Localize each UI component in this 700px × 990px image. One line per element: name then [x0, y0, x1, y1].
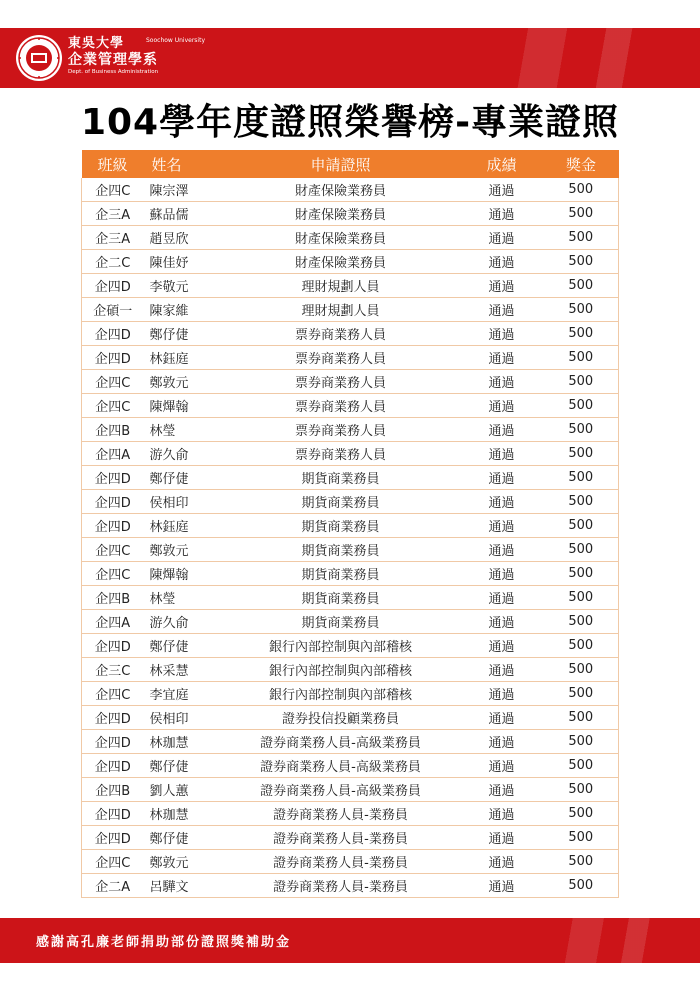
cell-prize: 500	[544, 778, 619, 802]
cell-name: 鄭伃倢	[144, 634, 222, 658]
cell-class: 企四D	[82, 346, 144, 370]
cell-certificate: 證券商業務人員-高級業務員	[222, 754, 460, 778]
table-row	[82, 778, 619, 802]
cell-name: 蘇品儒	[144, 202, 222, 226]
cell-prize: 500	[544, 490, 619, 514]
cell-class: 企四D	[82, 322, 144, 346]
table-row	[82, 226, 619, 250]
cell-name: 游久俞	[144, 610, 222, 634]
cell-certificate: 證券商業務人員-業務員	[222, 826, 460, 850]
cell-result: 通過	[460, 658, 544, 682]
cell-class: 企四B	[82, 418, 144, 442]
cell-name: 游久俞	[144, 442, 222, 466]
cell-prize: 500	[544, 730, 619, 754]
cell-certificate: 證券商業務人員-業務員	[222, 802, 460, 826]
cell-class: 企四D	[82, 274, 144, 298]
cell-name: 鄭伃倢	[144, 754, 222, 778]
honor-roll-table	[81, 150, 610, 898]
column-header-certificate: 申請證照	[222, 150, 460, 178]
table-row	[82, 706, 619, 730]
cell-certificate: 財產保險業務員	[222, 178, 460, 202]
cell-class: 企三A	[82, 226, 144, 250]
table-row	[82, 802, 619, 826]
cell-certificate: 理財規劃人員	[222, 298, 460, 322]
table-row	[82, 394, 619, 418]
cell-certificate: 票券商業務人員	[222, 322, 460, 346]
cell-result: 通過	[460, 850, 544, 874]
cell-prize: 500	[544, 826, 619, 850]
cell-result: 通過	[460, 538, 544, 562]
cell-certificate: 財產保險業務員	[222, 202, 460, 226]
cell-prize: 500	[544, 418, 619, 442]
table-row	[82, 298, 619, 322]
cell-certificate: 證券商業務人員-業務員	[222, 874, 460, 898]
table-row	[82, 634, 619, 658]
cell-certificate: 票券商業務人員	[222, 394, 460, 418]
cell-class: 企四C	[82, 538, 144, 562]
cell-certificate: 期貨商業務員	[222, 514, 460, 538]
cell-prize: 500	[544, 610, 619, 634]
cell-result: 通過	[460, 346, 544, 370]
cell-certificate: 銀行內部控制與內部稽核	[222, 634, 460, 658]
footer-band	[0, 918, 700, 963]
cell-class: 企四C	[82, 178, 144, 202]
cell-name: 林瑩	[144, 586, 222, 610]
cell-name: 鄭敦元	[144, 538, 222, 562]
cell-class: 企四D	[82, 754, 144, 778]
cell-name: 陳熚翰	[144, 394, 222, 418]
page-title: 104學年度證照榮譽榜-專業證照	[80, 102, 620, 143]
cell-prize: 500	[544, 658, 619, 682]
cell-name: 鄭敦元	[144, 850, 222, 874]
cell-certificate: 證券商業務人員-高級業務員	[222, 778, 460, 802]
cell-name: 陳家維	[144, 298, 222, 322]
cell-class: 企四B	[82, 778, 144, 802]
cell-prize: 500	[544, 562, 619, 586]
cell-certificate: 票券商業務人員	[222, 442, 460, 466]
table-row	[82, 850, 619, 874]
cell-class: 企四A	[82, 610, 144, 634]
cell-class: 企四D	[82, 802, 144, 826]
cell-name: 陳宗澤	[144, 178, 222, 202]
cell-class: 企四C	[82, 562, 144, 586]
cell-class: 企四D	[82, 514, 144, 538]
cell-class: 企四D	[82, 634, 144, 658]
cell-result: 通過	[460, 802, 544, 826]
table-row	[82, 250, 619, 274]
cell-prize: 500	[544, 394, 619, 418]
table-row	[82, 562, 619, 586]
logo-university-name-en: Soochow University	[146, 37, 206, 44]
cell-class: 企四D	[82, 826, 144, 850]
cell-result: 通過	[460, 610, 544, 634]
cell-name: 呂驊文	[144, 874, 222, 898]
cell-class: 企四D	[82, 466, 144, 490]
cell-name: 林采慧	[144, 658, 222, 682]
table-row	[82, 514, 619, 538]
cell-class: 企四D	[82, 730, 144, 754]
cell-certificate: 財產保險業務員	[222, 250, 460, 274]
cell-name: 林鈺庭	[144, 346, 222, 370]
cell-prize: 500	[544, 586, 619, 610]
table-row	[82, 274, 619, 298]
cell-result: 通過	[460, 322, 544, 346]
table-row	[82, 346, 619, 370]
cell-certificate: 票券商業務人員	[222, 418, 460, 442]
cell-name: 鄭伃倢	[144, 826, 222, 850]
cell-result: 通過	[460, 706, 544, 730]
table-row	[82, 538, 619, 562]
cell-name: 劉人蕙	[144, 778, 222, 802]
logo-university-name: 東吳大學	[68, 36, 125, 51]
cell-result: 通過	[460, 418, 544, 442]
cell-certificate: 票券商業務人員	[222, 370, 460, 394]
cell-prize: 500	[544, 226, 619, 250]
table-row	[82, 418, 619, 442]
cell-certificate: 證券商業務人員-業務員	[222, 850, 460, 874]
table-row	[82, 658, 619, 682]
table-row	[82, 370, 619, 394]
cell-class: 企二A	[82, 874, 144, 898]
cell-prize: 500	[544, 706, 619, 730]
cell-name: 李敬元	[144, 274, 222, 298]
cell-name: 陳熚翰	[144, 562, 222, 586]
cell-result: 通過	[460, 298, 544, 322]
cell-result: 通過	[460, 514, 544, 538]
cell-name: 李宜庭	[144, 682, 222, 706]
footer-thanks-text: 感謝高孔廉老師捐助部份證照獎補助金	[36, 935, 292, 950]
header-band	[0, 28, 700, 88]
cell-result: 通過	[460, 394, 544, 418]
table-row	[82, 202, 619, 226]
table-row	[82, 586, 619, 610]
cell-prize: 500	[544, 442, 619, 466]
cell-result: 通過	[460, 778, 544, 802]
cell-result: 通過	[460, 466, 544, 490]
cell-prize: 500	[544, 802, 619, 826]
cell-class: 企四D	[82, 706, 144, 730]
table-row	[82, 442, 619, 466]
cell-class: 企三A	[82, 202, 144, 226]
cell-certificate: 期貨商業務員	[222, 538, 460, 562]
cell-result: 通過	[460, 202, 544, 226]
cell-name: 趙昱欣	[144, 226, 222, 250]
cell-prize: 500	[544, 874, 619, 898]
cell-name: 林瑩	[144, 418, 222, 442]
cell-class: 企四C	[82, 682, 144, 706]
cell-result: 通過	[460, 730, 544, 754]
cell-result: 通過	[460, 274, 544, 298]
cell-certificate: 財產保險業務員	[222, 226, 460, 250]
cell-prize: 500	[544, 346, 619, 370]
table-row	[82, 730, 619, 754]
cell-prize: 500	[544, 850, 619, 874]
cell-result: 通過	[460, 442, 544, 466]
cell-name: 林鈺庭	[144, 514, 222, 538]
table-row	[82, 178, 619, 202]
cell-result: 通過	[460, 754, 544, 778]
cell-prize: 500	[544, 178, 619, 202]
cell-certificate: 期貨商業務員	[222, 562, 460, 586]
cell-certificate: 期貨商業務員	[222, 610, 460, 634]
cell-class: 企四D	[82, 490, 144, 514]
cell-result: 通過	[460, 226, 544, 250]
cell-result: 通過	[460, 562, 544, 586]
table-row	[82, 610, 619, 634]
cell-result: 通過	[460, 634, 544, 658]
university-seal-icon	[14, 33, 64, 83]
column-header-result: 成績	[460, 150, 544, 178]
table-row	[82, 874, 619, 898]
table-row	[82, 490, 619, 514]
cell-result: 通過	[460, 826, 544, 850]
cell-name: 侯相印	[144, 706, 222, 730]
cell-name: 鄭伃倢	[144, 322, 222, 346]
cell-class: 企四C	[82, 370, 144, 394]
cell-prize: 500	[544, 514, 619, 538]
cell-result: 通過	[460, 370, 544, 394]
cell-result: 通過	[460, 490, 544, 514]
cell-certificate: 證券商業務人員-高級業務員	[222, 730, 460, 754]
cell-prize: 500	[544, 370, 619, 394]
cell-certificate: 期貨商業務員	[222, 586, 460, 610]
cell-certificate: 票券商業務人員	[222, 346, 460, 370]
cell-prize: 500	[544, 274, 619, 298]
cell-name: 林珈慧	[144, 802, 222, 826]
cell-prize: 500	[544, 466, 619, 490]
logo-department-name-en: Dept. of Business Administration	[68, 69, 159, 75]
cell-certificate: 銀行內部控制與內部稽核	[222, 682, 460, 706]
cell-certificate: 理財規劃人員	[222, 274, 460, 298]
cell-prize: 500	[544, 682, 619, 706]
cell-name: 鄭敦元	[144, 370, 222, 394]
cell-class: 企四C	[82, 850, 144, 874]
cell-class: 企四B	[82, 586, 144, 610]
cell-certificate: 期貨商業務員	[222, 490, 460, 514]
cell-result: 通過	[460, 682, 544, 706]
logo-department-name: 企業管理學系	[68, 52, 158, 68]
cell-name: 林珈慧	[144, 730, 222, 754]
cell-result: 通過	[460, 874, 544, 898]
cell-name: 侯相印	[144, 490, 222, 514]
table-body	[82, 178, 619, 898]
cell-result: 通過	[460, 178, 544, 202]
cell-name: 鄭伃倢	[144, 466, 222, 490]
header-decoration	[450, 28, 700, 88]
table-row	[82, 754, 619, 778]
cell-name: 陳佳妤	[144, 250, 222, 274]
cell-certificate: 證券投信投顧業務員	[222, 706, 460, 730]
table-header-row	[82, 150, 619, 178]
cell-prize: 500	[544, 322, 619, 346]
column-header-prize: 獎金	[544, 150, 619, 178]
cell-result: 通過	[460, 250, 544, 274]
table-row	[82, 826, 619, 850]
column-header-class: 班級	[82, 150, 144, 178]
footer-decoration	[500, 918, 700, 963]
table-row	[82, 466, 619, 490]
cell-prize: 500	[544, 202, 619, 226]
logo-text	[68, 36, 206, 76]
table-row	[82, 682, 619, 706]
column-header-name: 姓名	[144, 150, 222, 178]
cell-prize: 500	[544, 538, 619, 562]
cell-prize: 500	[544, 298, 619, 322]
cell-class: 企四C	[82, 394, 144, 418]
cell-certificate: 期貨商業務員	[222, 466, 460, 490]
cell-certificate: 銀行內部控制與內部稽核	[222, 658, 460, 682]
cell-prize: 500	[544, 754, 619, 778]
cell-result: 通過	[460, 586, 544, 610]
cell-class: 企四A	[82, 442, 144, 466]
cell-prize: 500	[544, 250, 619, 274]
cell-class: 企二C	[82, 250, 144, 274]
table-row	[82, 322, 619, 346]
cell-prize: 500	[544, 634, 619, 658]
cell-class: 企碩一	[82, 298, 144, 322]
cell-class: 企三C	[82, 658, 144, 682]
